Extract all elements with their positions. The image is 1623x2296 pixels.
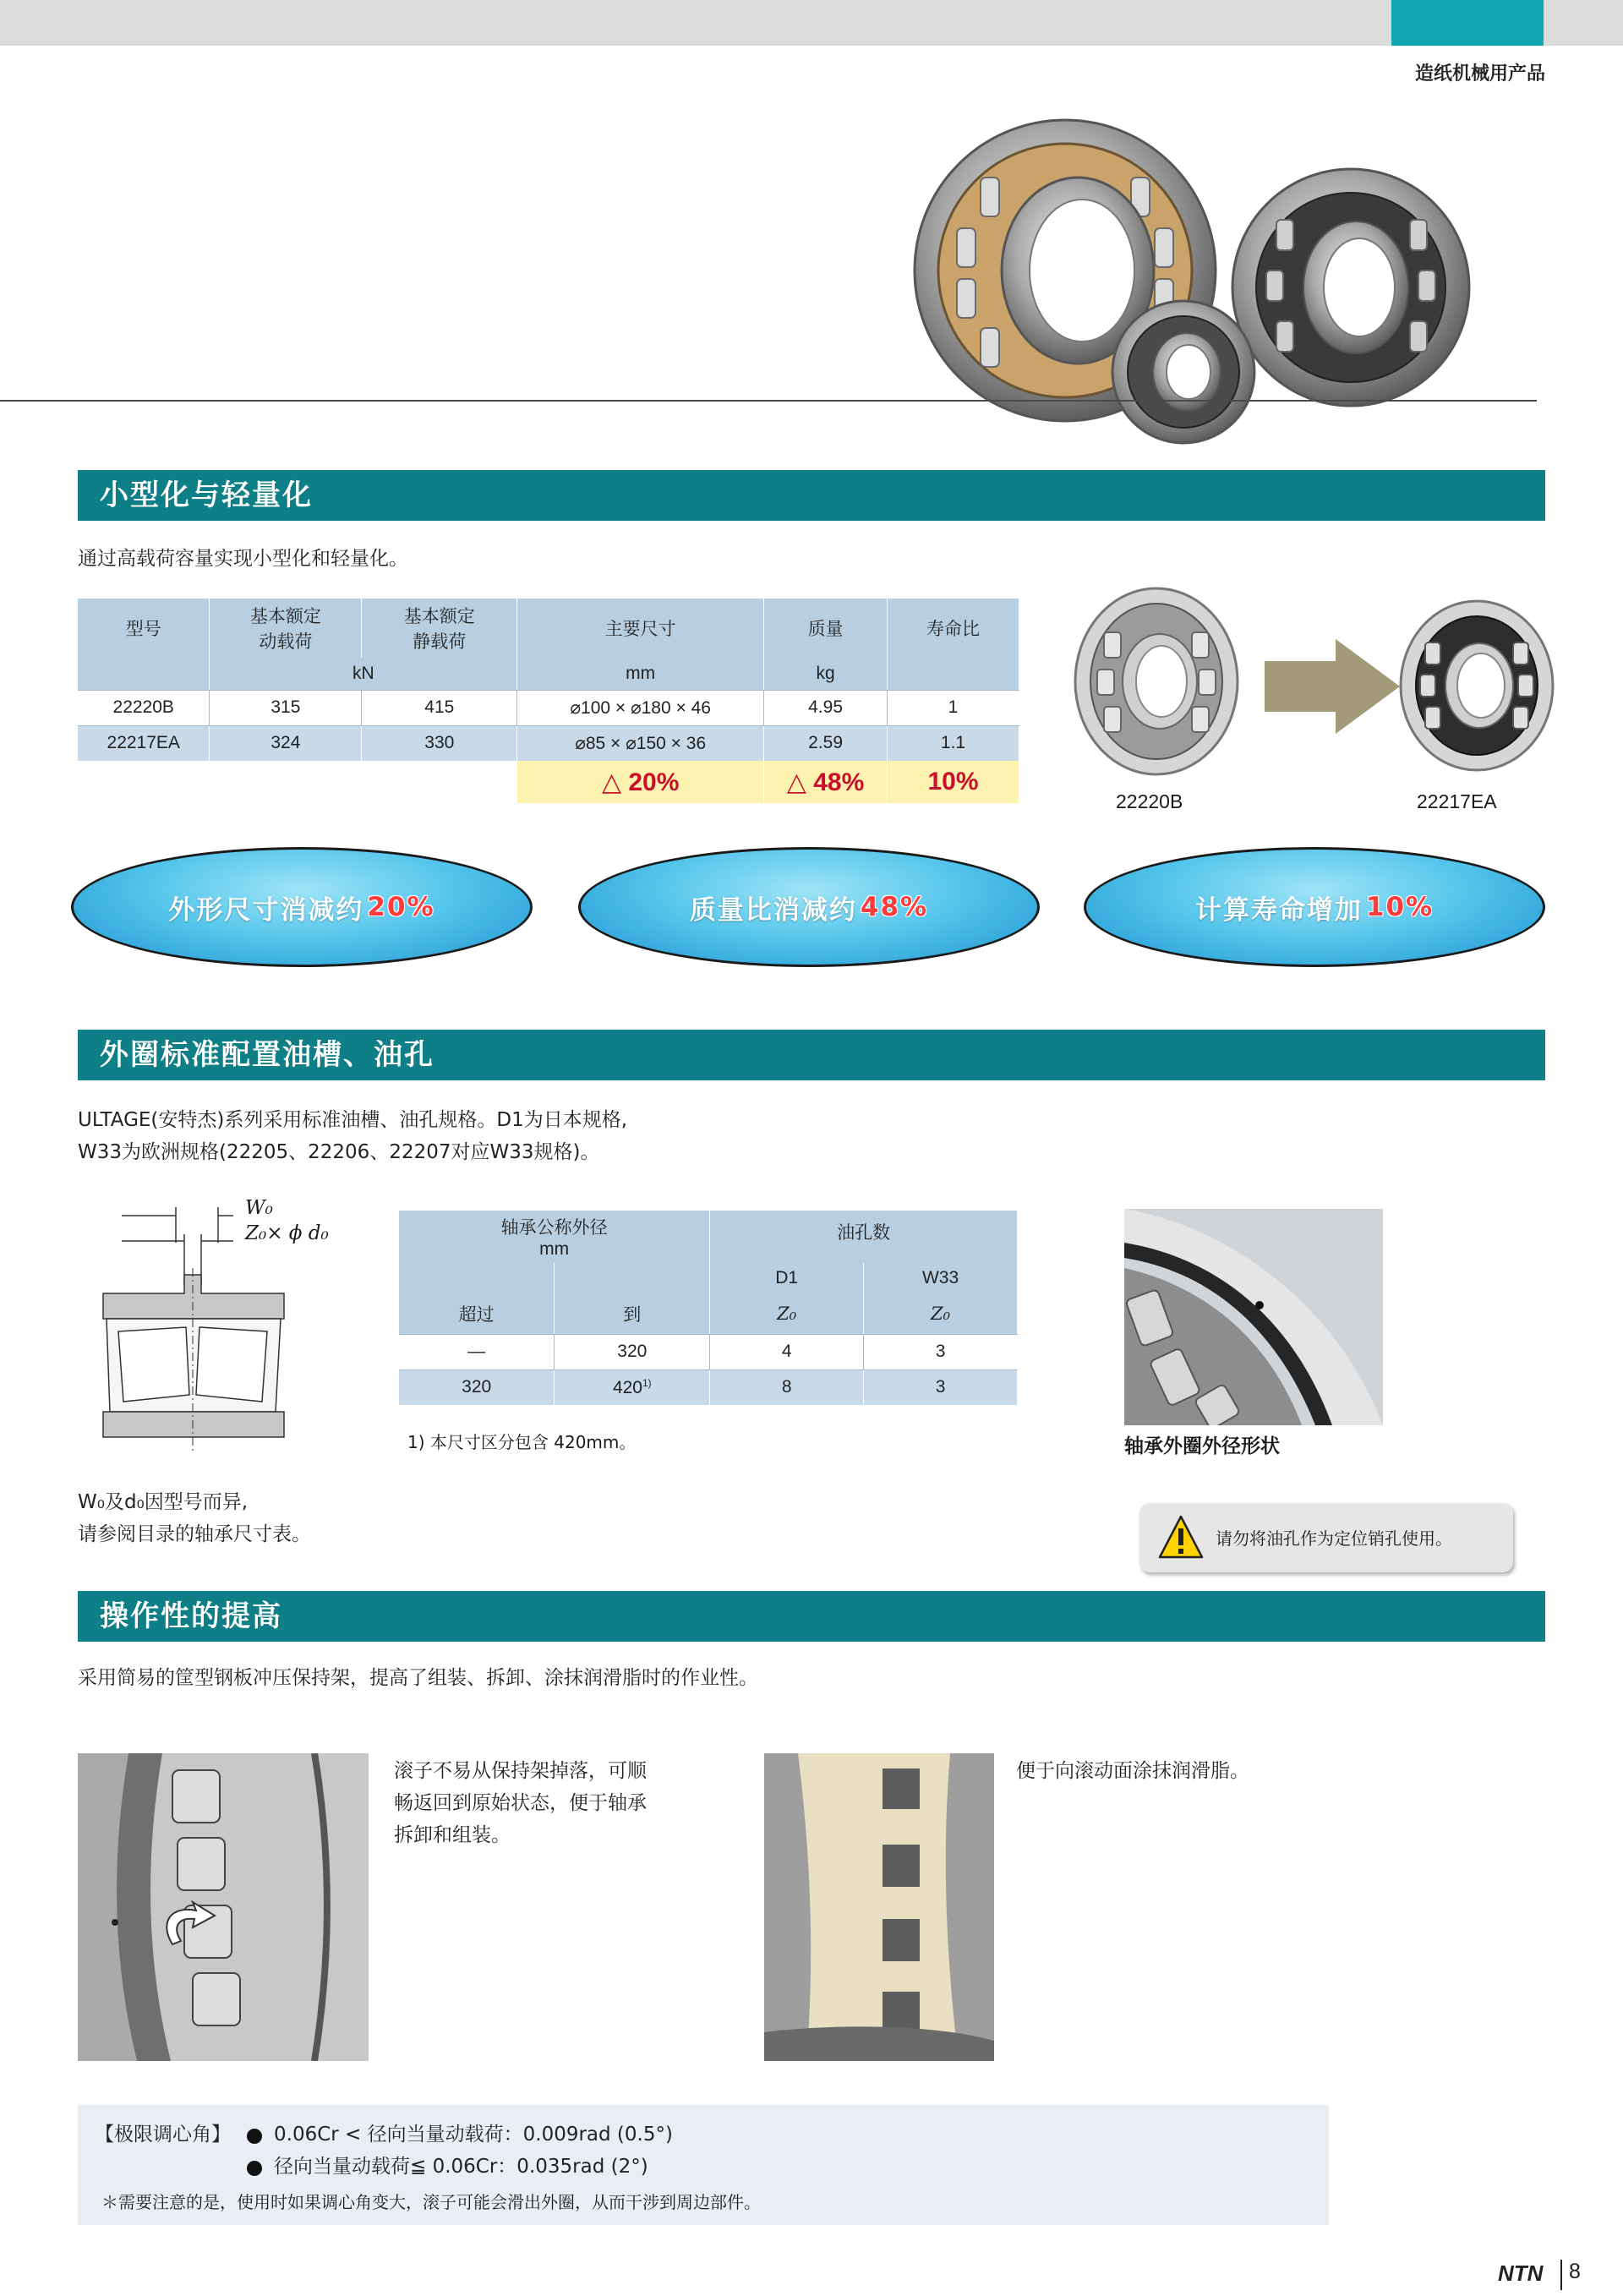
label-22217ea: 22217EA xyxy=(1417,790,1497,812)
bearing-22217ea-image xyxy=(1396,597,1557,774)
col-header-z0-w33: Z₀ xyxy=(864,1293,1018,1334)
col-header-z0-d1: Z₀ xyxy=(710,1293,864,1334)
col-header-to: 到 xyxy=(555,1293,710,1334)
col-header-model: 型号 xyxy=(78,599,210,658)
table-row: — 320 4 3 xyxy=(399,1334,1018,1369)
col-header-life-ratio: 寿命比 xyxy=(888,599,1019,658)
section2-intro-line2: W33为欧洲规格(22205、22206、22207对应W33规格)。 xyxy=(78,1141,600,1163)
label-22220b: 22220B xyxy=(1116,790,1183,812)
highlight-bubble-life: 计算寿命增加 10% xyxy=(1084,847,1545,967)
section-title-operability: 操作性的提高 xyxy=(78,1591,1545,1642)
feature1-line1: 滚子不易从保持架掉落，可顺 xyxy=(394,1760,647,1782)
col-header-static-load: 基本额定 静载荷 xyxy=(362,599,517,658)
col-header-dynamic-load: 基本额定 动载荷 xyxy=(210,599,362,658)
warning-icon xyxy=(1158,1515,1204,1559)
highlight-bubble-mass: 质量比消减约 48% xyxy=(578,847,1040,967)
section1-intro: 通过高载荷容量实现小型化和轻量化。 xyxy=(78,548,408,570)
warning-box xyxy=(1139,1503,1513,1572)
page-number: 8 xyxy=(1560,2260,1581,2290)
section2-intro-line1: ULTAGE(安特杰)系列采用标准油槽、油孔规格。D1为日本规格, xyxy=(78,1109,628,1131)
col-header-outer-diameter: 轴承公称外径 mm xyxy=(399,1211,710,1263)
feature2-text: 便于向滚动面涂抹润滑脂。 xyxy=(1016,1760,1249,1782)
table-row: 22220B 315 415 ⌀100 × ⌀180 × 46 4.95 1 xyxy=(78,690,1019,725)
col-header-oil-holes: 油孔数 xyxy=(710,1211,1018,1263)
diagram-note-line2: 请参阅目录的轴承尺寸表。 xyxy=(78,1523,311,1545)
oil-hole-table xyxy=(399,1211,1018,1405)
comparison-table xyxy=(78,599,1019,803)
header-rule xyxy=(0,400,1537,402)
alignment-angle-note xyxy=(78,2105,1329,2225)
diagram-label-w0: W₀ xyxy=(245,1197,273,1219)
col-header-dimensions: 主要尺寸 xyxy=(517,599,764,658)
delta-life: 10% xyxy=(888,761,1019,803)
section-title-oil-groove: 外圈标准配置油槽、油孔 xyxy=(78,1030,1545,1080)
grease-application-photo xyxy=(764,1753,994,2061)
note-line2: 径向当量动载荷≦ 0.06Cr：0.035rad (2°) xyxy=(274,2156,648,2178)
category-label: 造纸机械用产品 xyxy=(1414,63,1545,85)
cage-roller-photo xyxy=(78,1753,369,2061)
unit-load: kN xyxy=(210,658,517,690)
bullet-icon xyxy=(247,2161,262,2176)
feature1-line2: 畅返回到原始状态，便于轴承 xyxy=(394,1792,647,1814)
oil-hole-table-footnote: 1) 本尺寸区分包含 420mm。 xyxy=(407,1432,637,1452)
bearing-22220b-image xyxy=(1072,585,1241,778)
outer-ring-photo xyxy=(1124,1209,1383,1425)
bullet-icon xyxy=(247,2129,262,2144)
feature1-line3: 拆卸和组装。 xyxy=(394,1824,511,1846)
note-line1: 0.06Cr < 径向当量动载荷：0.009rad (0.5°) xyxy=(274,2124,673,2146)
unit-mass: kg xyxy=(764,658,888,690)
diagram-note-line1: W₀及d₀因型号而异, xyxy=(78,1491,249,1513)
outer-ring-photo-caption: 轴承外圈外径形状 xyxy=(1124,1435,1280,1457)
warning-text: 请勿将油孔作为定位销孔使用。 xyxy=(1216,1528,1452,1549)
diagram-label-z0: Z₀× ϕ d₀ xyxy=(245,1222,329,1244)
top-band xyxy=(0,0,1623,46)
table-row: 320 420$^{1)}$ 8 3 xyxy=(399,1369,1018,1405)
delta-dimensions: △ 20% xyxy=(517,761,764,803)
note-line3: ＊需要注意的是，使用时如果调心角变大，滚子可能会滑出外圈，从而干涉到周边部件。 xyxy=(101,2192,761,2212)
col-header-over: 超过 xyxy=(399,1293,555,1334)
arrow-icon xyxy=(1265,639,1400,734)
hero-bearings-image xyxy=(904,118,1479,465)
note-label: 【极限调心角】 xyxy=(95,2124,231,2146)
oil-hole-cross-section-diagram xyxy=(85,1192,372,1471)
section3-intro: 采用简易的筐型钢板冲压保持架，提高了组装、拆卸、涂抹润滑脂时的作业性。 xyxy=(78,1667,758,1689)
top-accent-block xyxy=(1391,0,1544,46)
delta-mass: △ 48% xyxy=(764,761,888,803)
unit-dimensions: mm xyxy=(517,658,764,690)
col-header-w33: W33 xyxy=(864,1263,1018,1293)
section-title-miniaturization: 小型化与轻量化 xyxy=(78,470,1545,521)
brand-logo: NTN xyxy=(1498,2260,1544,2286)
highlight-bubble-size: 外形尺寸消减约 20% xyxy=(71,847,533,967)
col-header-mass: 质量 xyxy=(764,599,888,658)
col-header-d1: D1 xyxy=(710,1263,864,1293)
table-row: 22217EA 324 330 ⌀85 × ⌀150 × 36 2.59 1.1 xyxy=(78,725,1019,761)
